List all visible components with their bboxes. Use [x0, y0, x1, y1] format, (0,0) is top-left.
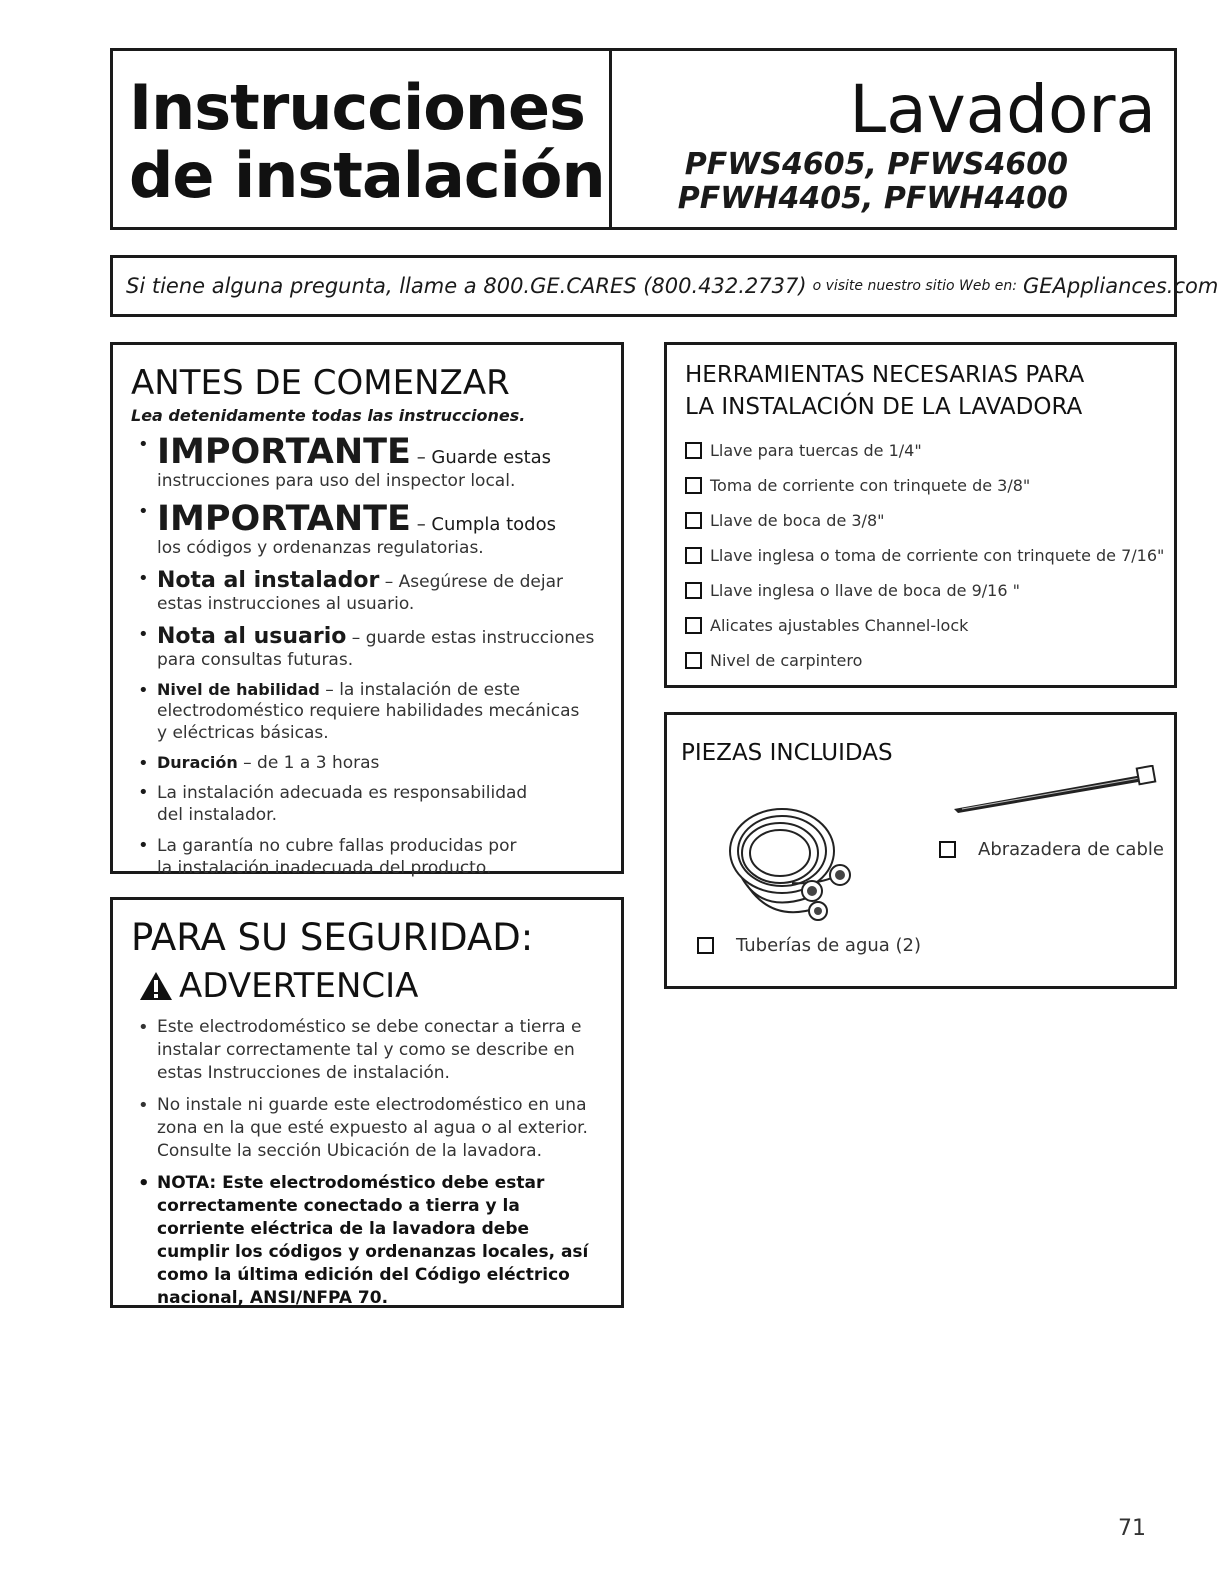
list-item [685, 538, 1174, 573]
tools-section [664, 342, 1177, 688]
item-label: Llave inglesa o llave de boca de 9/16 " [710, 581, 1020, 600]
checkbox[interactable] [697, 937, 714, 954]
list-item [131, 434, 621, 492]
item-sep: – [346, 628, 366, 648]
item-sep: – [319, 680, 340, 700]
item-key: Nota al usuario [157, 624, 347, 649]
item-label: Llave de boca de 3/8" [710, 511, 885, 530]
header-product-box [609, 48, 1177, 230]
warning-row [139, 966, 621, 1006]
item-text: la instalación de este [339, 680, 521, 700]
item-text-cont: instrucciones para uso del inspector local. [157, 471, 516, 491]
cable-tie-item [939, 839, 1164, 860]
header-title-box [110, 48, 612, 230]
water-hose-illustration [722, 803, 872, 928]
model-numbers-line-2: PFWH4405, PFWH4400 [677, 181, 1068, 216]
water-hose-item [697, 935, 921, 956]
checkbox[interactable] [685, 617, 702, 634]
warning-label: ADVERTENCIA [179, 966, 419, 1006]
item-label: Abrazadera de cable [978, 839, 1164, 860]
list-item [685, 433, 1174, 468]
checkbox[interactable] [939, 841, 956, 858]
title-line-1: Instrucciones [129, 71, 585, 144]
parts-section [664, 712, 1177, 989]
item-text-cont: electrodoméstico requiere habilidades mecánicas [157, 701, 580, 721]
list-item [131, 568, 621, 615]
item-text-cont: los códigos y ordenanzas regulatorias. [157, 538, 484, 558]
item-sep: – [410, 447, 432, 468]
item-text-cont: la instalación inadecuada del producto. [157, 858, 492, 878]
item-key: Nivel de habilidad [157, 680, 320, 699]
item-label: Llave inglesa o toma de corriente con trinquete de 7/16" [710, 546, 1165, 565]
item-key: Duración [157, 753, 238, 772]
item-sep: – [379, 572, 399, 592]
tools-checklist [685, 433, 1174, 678]
page-number: 71 [1118, 1516, 1146, 1541]
section-subtitle: Lea detenidamente todas las instrucciones. [131, 406, 526, 425]
parts-title: PIEZAS INCLUIDAS [681, 740, 893, 766]
item-text: de 1 a 3 horas [257, 753, 380, 773]
list-item: • NOTA: Este electrodoméstico debe estar correctamente conectado a tierra y la corriente eléctrica de la lavadora debe cumplir los códigos y ordenanzas locales, así como la última edición del Código eléctrico nacional, ANSI/NFPA 70. [131, 1172, 601, 1310]
list-item [131, 624, 621, 671]
list-item [685, 503, 1174, 538]
contact-bar [110, 255, 1219, 317]
checkbox[interactable] [685, 582, 702, 599]
item-text: guarde estas instrucciones [365, 628, 595, 648]
list-item: • No instale ni guarde este electrodoméstico en una zona en la que esté expuesto al agua o al exterior. Consulte la sección Ubicación de la lavadora. [131, 1094, 601, 1163]
item-text: Asegúrese de dejar [398, 572, 564, 592]
list-item [685, 643, 1174, 678]
item-label: Alicates ajustables Channel-lock [710, 616, 969, 635]
item-text: Guarde estas [431, 447, 552, 468]
list-item: • Este electrodoméstico se debe conectar a tierra e instalar correctamente tal y como se describe en estas Instrucciones de instalación. [131, 1016, 601, 1085]
list-item [685, 573, 1174, 608]
title-line-2: de instalación [129, 139, 605, 212]
safety-title: PARA SU SEGURIDAD: [131, 916, 534, 959]
list-item [131, 782, 621, 826]
safety-list [131, 1016, 601, 1310]
checkbox[interactable] [685, 442, 702, 459]
item-text: Cumpla todos [431, 514, 556, 535]
before-list [131, 434, 621, 879]
tools-title-line-1: HERRAMIENTAS NECESARIAS PARA [685, 362, 1085, 388]
list-item [131, 680, 621, 744]
item-key: IMPORTANTE [157, 499, 411, 539]
website-link[interactable]: GEAppliances.com [1022, 274, 1219, 298]
checkbox[interactable] [685, 477, 702, 494]
item-label: Nivel de carpintero [710, 651, 863, 670]
checkbox[interactable] [685, 512, 702, 529]
checkbox[interactable] [685, 547, 702, 564]
item-label: Toma de corriente con trinquete de 3/8" [710, 476, 1031, 495]
item-sep: – [410, 514, 432, 535]
before-you-begin-section [110, 342, 624, 878]
contact-question: Si tiene alguna pregunta, llame a 800.GE.CARES (800.432.2737) [126, 274, 807, 298]
item-text: • La garantía no cubre fallas producidas por [157, 836, 517, 856]
safety-section [110, 897, 624, 1308]
item-text-cont: y eléctricas básicas. [157, 723, 329, 743]
item-key: Nota al instalador [157, 568, 380, 593]
warning-triangle-icon [139, 971, 173, 1001]
item-label: Tuberías de agua (2) [736, 935, 922, 956]
section-title: ANTES DE COMENZAR [131, 363, 510, 403]
list-item [131, 501, 621, 559]
list-item [685, 468, 1174, 503]
item-label: Llave para tuercas de 1/4" [710, 441, 922, 460]
item-text-cont: para consultas futuras. [157, 650, 354, 670]
tools-title-line-2: LA INSTALACIÓN DE LA LAVADORA [685, 394, 1083, 420]
checkbox[interactable] [685, 652, 702, 669]
item-sep: – [237, 753, 258, 773]
contact-visit: o visite nuestro sitio Web en: [812, 278, 1017, 294]
item-text-cont: estas instrucciones al usuario. [157, 594, 415, 614]
list-item [685, 608, 1174, 643]
list-item [131, 753, 621, 773]
model-numbers-line-1: PFWS4605, PFWS4600 [684, 147, 1068, 182]
list-item [131, 835, 621, 879]
item-text-cont: del instalador. [157, 805, 277, 825]
item-text: • La instalación adecuada es responsabilidad [157, 783, 528, 803]
product-name: Lavadora [849, 71, 1156, 148]
cable-tie-illustration [952, 765, 1162, 815]
item-key: IMPORTANTE [157, 432, 411, 472]
